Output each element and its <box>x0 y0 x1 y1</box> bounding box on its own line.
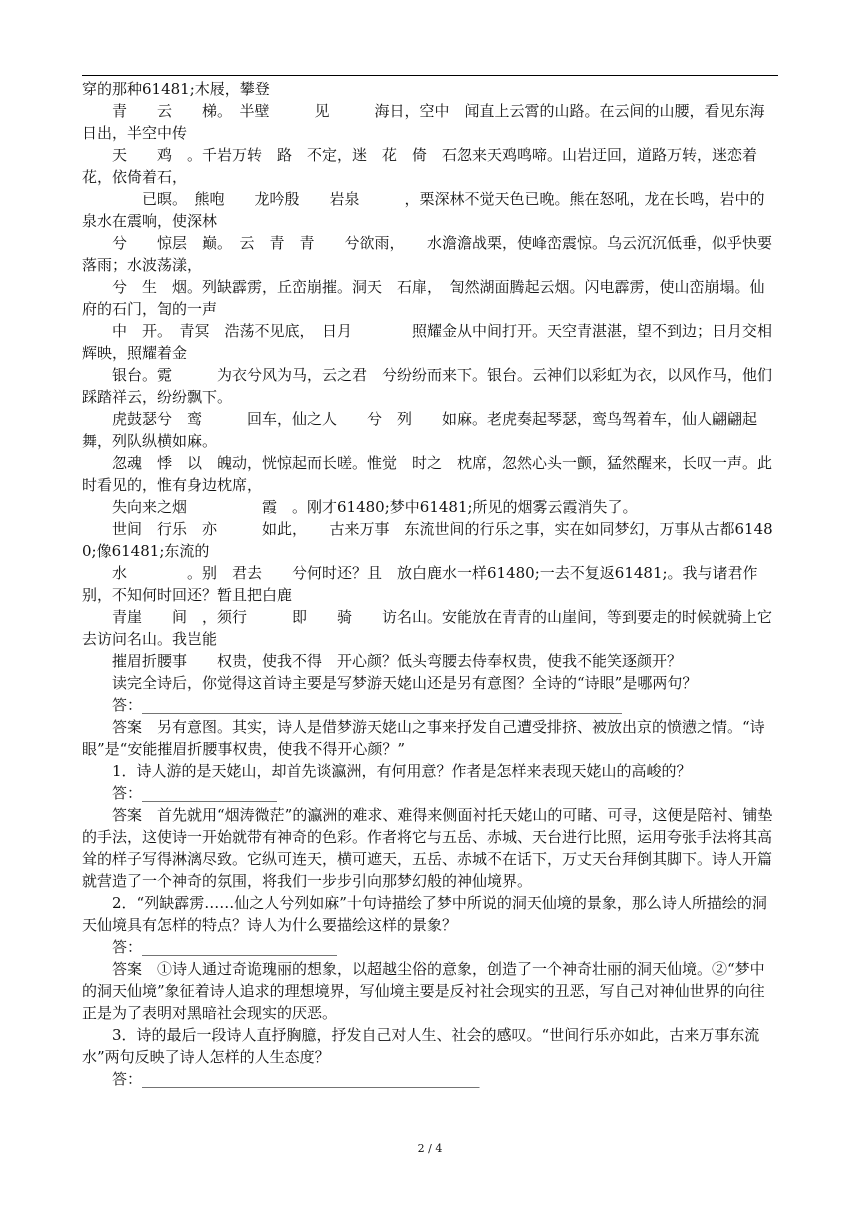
header-rule <box>82 75 778 76</box>
answer-blank: 答：__________________________ <box>112 938 338 956</box>
text-line: 失向来之烟 霞 。刚才61480;梦中61481;所见的烟雾云霞消失了。 <box>112 498 638 516</box>
text-line: 天 鸡 。千岩万转 路 不定，迷 花 倚 石忽来天鸡鸣啼。山岩迂回，道路万转，迷恋着花，依倚着石， <box>82 146 758 186</box>
text-line: 摧眉折腰事 权贵，使我不得 开心颜？低头弯腰去侍奉权贵，使我不能笑逐颜开？ <box>112 652 683 670</box>
question: 1．诗人游的是天姥山，却首先谈瀛洲，有何用意？作者是怎样来表现天姥山的高峻的？ <box>112 762 692 780</box>
answer-text: 答案 ①诗人通过奇诡瑰丽的想象，以超越尘俗的意象，创造了一个神奇壮丽的洞天仙境。②“梦中的洞天仙境”象征着诗人追求的理想境界，写仙境主要是反衬社会现实的丑恶，写自己对神仙世界的向往正是为了表明对黑暗社会现实的厌恶。 <box>82 960 765 1022</box>
question: 3．诗的最后一段诗人直抒胸臆，抒发自己对人生、社会的感叹。“世间行乐亦如此，古来万事东流水”两句反映了诗人怎样的人生态度？ <box>82 1026 760 1066</box>
question: 读完全诗后，你觉得这首诗主要是写梦游天姥山还是另有意图？全诗的“诗眼”是哪两句？ <box>112 674 698 692</box>
text-line: 世间 行乐 亦 如此， 古来万事 东流世间的行乐之事，实在如同梦幻，万事从古都61480;像61481;东流的 <box>82 520 773 560</box>
text-line: 穿的那种61481;木屐，攀登 <box>82 80 270 98</box>
document-body <box>82 78 778 1090</box>
text-line: 兮 生 烟。列缺霹雳，丘峦崩摧。洞天 石扉， 訇然湖面腾起云烟。闪电霹雳，使山峦崩塌。仙府的石门，訇的一声 <box>82 278 765 318</box>
text-line: 青崖 间 ，须行 即 骑 访名山。安能放在青青的山崖间，等到要走的时候就骑上它去访问名山。我岂能 <box>82 608 773 648</box>
text-line: 水 。别 君去 兮何时还？且 放白鹿水一样61480;一去不复返61481;。我与诸君作别，不知何时回还？暂且把白鹿 <box>82 564 758 604</box>
text-line: 青 云 梯。 半壁 见 海日，空中 闻直上云霄的山路。在云间的山腰，看见东海日出，半空中传 <box>82 102 765 142</box>
text-line: 兮 惊层 巅。 云 青 青 兮欲雨， 水澹澹战栗，使峰峦震惊。乌云沉沉低垂，似乎快要落雨；水波荡漾， <box>82 234 773 274</box>
answer-blank: 答：________________________________________________________________ <box>112 696 623 714</box>
text-line: 中 开。 青冥 浩荡不见底， 日月 照耀金从中间打开。天空青湛湛，望不到边；日月交相辉映，照耀着金 <box>82 322 773 362</box>
text-line: 已暝。 熊咆 龙吟殷 岩泉 ，栗深林不觉天色已晚。熊在怒吼，龙在长鸣，岩中的泉水在震响，使深林 <box>82 190 765 230</box>
answer-blank: 答：_____________________________________________ <box>112 1070 480 1088</box>
text-line: 银台。霓 为衣兮风为马，云之君 兮纷纷而来下。银台。云神们以彩虹为衣，以风作马，他们踩踏祥云，纷纷飘下。 <box>82 366 773 406</box>
text-line: 忽魂 悸 以 魄动，恍惊起而长嗟。惟觉 时之 枕席，忽然心头一颤，猛然醒来，长叹一声。此时看见的，惟有身边枕席， <box>82 454 773 494</box>
answer-blank: 答：__________________ <box>112 784 278 802</box>
text-line: 虎鼓瑟兮 鸾 回车，仙之人 兮 列 如麻。老虎奏起琴瑟，鸾鸟驾着车，仙人翩翩起舞，列队纵横如麻。 <box>82 410 758 450</box>
answer-text: 答案 首先就用“烟涛微茫”的瀛洲的难求、难得来侧面衬托天姥山的可睹、可寻，这便是陪衬、铺垫的手法，这使诗一开始就带有神奇的色彩。作者将它与五岳、赤城、天台进行比照，运用夸张手法将其高耸的样子写得淋漓尽致。它纵可连天，横可遮天，五岳、赤城不在话下，万丈天台拜倒其脚下。诗人开篇就营造了一个神奇的氛围，将我们一步步引向那梦幻般的神仙境界。 <box>82 806 773 890</box>
answer-text: 答案 另有意图。其实，诗人是借梦游天姥山之事来抒发自己遭受排挤、被放出京的愤懑之情。“诗眼”是“安能摧眉折腰事权贵，使我不得开心颜？” <box>82 718 765 758</box>
question: 2．“列缺霹雳……仙之人兮列如麻”十句诗描绘了梦中所说的洞天仙境的景象，那么诗人所描绘的洞天仙境具有怎样的特点？诗人为什么要描绘这样的景象？ <box>82 894 767 934</box>
page-number: 2 / 4 <box>417 1142 443 1155</box>
